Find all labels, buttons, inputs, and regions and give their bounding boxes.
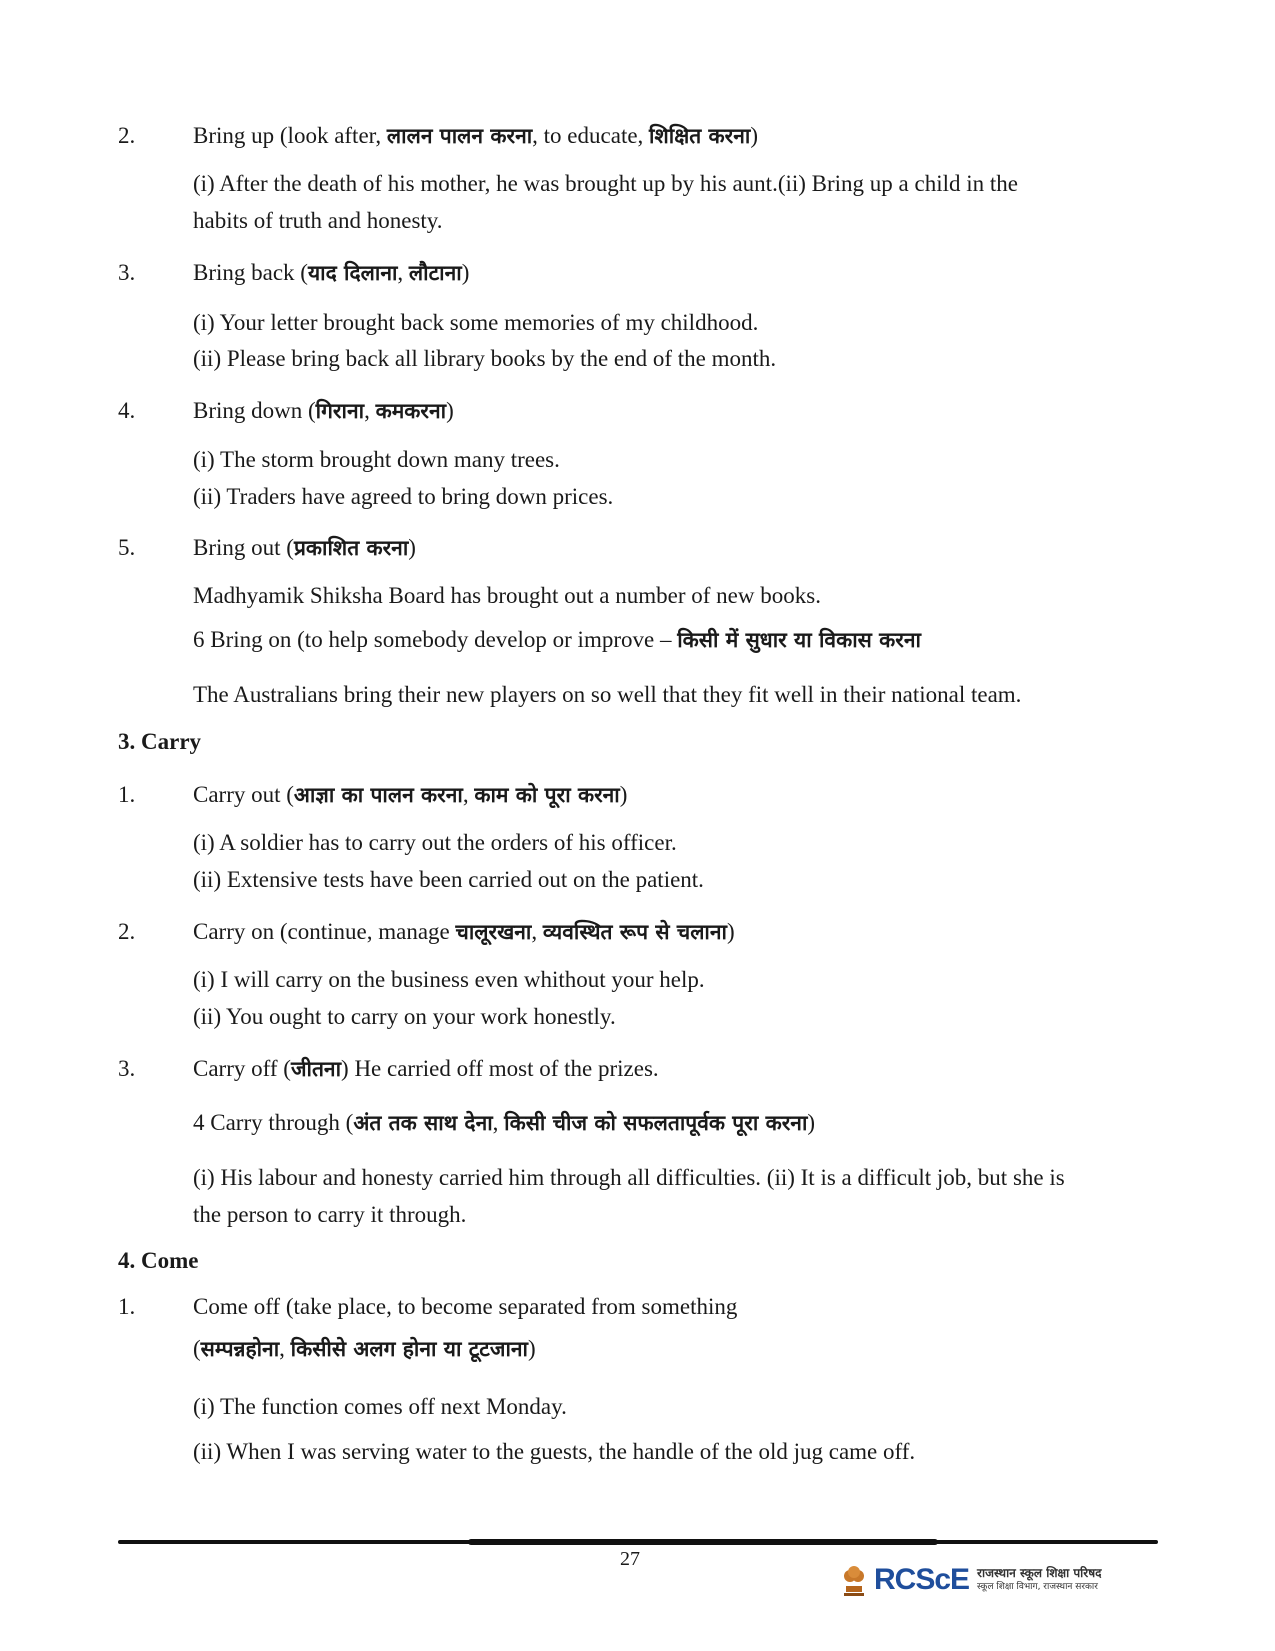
item-number: 5. [118, 535, 136, 560]
example-line: (ii) When I was serving water to the guests, the handle of the old jug came off. [193, 1439, 916, 1464]
example-line: Madhyamik Shiksha Board has brought out a number of new books. [193, 583, 821, 608]
phrase-bring-on: 6 Bring on (to help somebody develop or improve – किसी में सुधार या विकास करना [193, 627, 921, 652]
example-line: (i) His labour and honesty carried him through all difficulties. (ii) It is a difficult job, but she is [193, 1165, 1065, 1190]
rcsce-logo [840, 1558, 1120, 1602]
logo-caption-line1: राजस्थान स्कूल शिक्षा परिषद [977, 1566, 1102, 1580]
example-line: (i) Your letter brought back some memories of my childhood. [193, 310, 759, 335]
logo-caption [977, 1566, 1101, 1594]
item-number: 1. [118, 782, 136, 807]
phrase-carry-off: Carry off (जीतना) He carried off most of the prizes. [193, 1056, 659, 1081]
item-number: 2. [118, 123, 136, 148]
example-line: (i) A soldier has to carry out the orders of his officer. [193, 830, 677, 855]
phrase-bring-up: Bring up (look after, लालन पालन करना, to educate, शिक्षित करना) [193, 123, 759, 148]
example-line: (i) The storm brought down many trees. [193, 447, 560, 472]
footer-divider [118, 1540, 1158, 1544]
phrase-come-off: Come off (take place, to become separated from something [193, 1294, 738, 1319]
example-line: habits of truth and honesty. [193, 208, 443, 233]
example-line: (i) The function comes off next Monday. [193, 1394, 567, 1419]
example-line: (ii) Traders have agreed to bring down prices. [193, 484, 614, 509]
item-number: 2. [118, 919, 136, 944]
example-line: (ii) You ought to carry on your work honestly. [193, 1004, 616, 1029]
phrase-come-off-hindi: (सम्पन्नहोना, किसीसे अलग होना या टूटजाना) [193, 1336, 536, 1361]
phrase-carry-through: 4 Carry through (अंत तक साथ देना, किसी चीज को सफलतापूर्वक पूरा करना) [193, 1110, 816, 1135]
example-line: The Australians bring their new players on so well that they fit well in their national team. [193, 682, 1022, 707]
phrase-bring-down: Bring down (गिराना, कमकरना) [193, 398, 454, 423]
section-heading-come: 4. Come [118, 1248, 199, 1273]
logo-caption-line2: स्कूल शिक्षा विभाग, राजस्थान सरकार [977, 1582, 1098, 1592]
item-number: 1. [118, 1294, 136, 1319]
example-line: (ii) Extensive tests have been carried out on the patient. [193, 867, 704, 892]
example-line: the person to carry it through. [193, 1202, 467, 1227]
page-number: 27 [620, 1548, 640, 1570]
phrase-bring-out: Bring out (प्रकाशित करना) [193, 535, 416, 560]
example-line: (i) After the death of his mother, he was brought up by his aunt.(ii) Bring up a child in the [193, 171, 1018, 196]
item-number: 3. [118, 1056, 136, 1081]
example-line: (i) I will carry on the business even whithout your help. [193, 967, 705, 992]
section-heading-carry: 3. Carry [118, 729, 202, 754]
logo-wordmark: RCScE [874, 1563, 970, 1596]
item-number: 3. [118, 260, 136, 285]
example-line: (ii) Please bring back all library books by the end of the month. [193, 346, 777, 371]
national-emblem-icon [840, 1560, 868, 1600]
phrase-carry-on: Carry on (continue, manage चालूरखना, व्यवस्थित रूप से चलाना) [193, 919, 735, 944]
item-number: 4. [118, 398, 136, 423]
phrase-bring-back: Bring back (याद दिलाना, लौटाना) [193, 260, 470, 285]
phrase-carry-out: Carry out (आज्ञा का पालन करना, काम को पूरा करना) [193, 782, 628, 807]
